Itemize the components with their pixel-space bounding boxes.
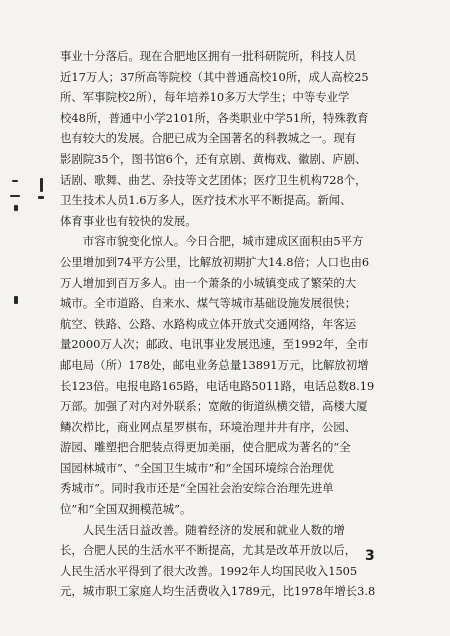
paragraph-living-standards (60, 520, 396, 602)
text-line: 游园、雕塑把合肥装点得更加美丽，使合肥成为著名的“全 (60, 440, 351, 455)
text-line: 话剧、歌舞、曲艺、杂技等文艺团体；医疗卫生机构728个， (60, 172, 367, 187)
text-line: 邮电局（所）178处，邮电业务总量13891万元，比解放初增 (60, 357, 369, 372)
scan-artifact (38, 196, 44, 199)
text-line: 近17万人；37所高等院校（其中普通高校10所，成人高校25 (60, 69, 369, 84)
text-line: 所、军事院校2所），每年培养10多万大学生；中等专业学 (60, 90, 350, 105)
text-line: 公里增加到74平方公里，比解放初期扩大14.8倍；人口也由6 (60, 254, 370, 269)
body-text (60, 46, 396, 602)
text-line: 影剧院35个，图书馆6个，还有京剧、黄梅戏、徽剧、庐剧、 (60, 151, 367, 166)
text-line: 体育事业也有较快的发展。 (60, 213, 197, 228)
paragraph-education (60, 46, 396, 231)
text-line: 事业十分落后。现在合肥地区拥有一批科研院所，科技人员 (60, 49, 357, 63)
text-line: 市容市貌变化惊人。今日合肥，城市建成区面积由5平方 (82, 234, 364, 249)
text-line: 人民生活日益改善。随着经济的发展和就业人数的增 (82, 522, 345, 537)
scan-artifact (14, 296, 18, 304)
text-line: 卫生技术人员1.6万多人，医疗技术水平不断提高。新闻、 (60, 193, 352, 208)
text-line: 航空、铁路、公路、水路构成立体开放式交通网络，年客运 (60, 316, 357, 331)
text-line: 国园林城市”、“全国卫生城市”和“全国环境综合治理优 (60, 460, 334, 475)
text-line: 元，城市职工家庭人均生活费收入1789元，比1978年增长3.8 (60, 584, 376, 599)
text-line: 鳞次栉比，商业网点星罗棋布，环境治理井井有序，公园、 (60, 419, 357, 434)
text-line: 位”和“全国双拥模范城”。 (60, 502, 192, 517)
scan-artifact (12, 180, 18, 182)
text-line: 长，合肥人民的生活水平不断提高，尤其是改革开放以后， (60, 543, 357, 558)
text-line: 长123倍。电报电路165路，电话电路5011路，电话总数8.19 (60, 378, 375, 393)
text-line: 校48所，普通中小学2101所，各类职业中学51所，特殊教育 (60, 110, 369, 125)
text-line: 量2000万人次；邮政、电讯事业发展迅速，至1992年，全市 (60, 337, 369, 352)
scan-artifact (40, 178, 43, 192)
scan-artifact (14, 205, 18, 211)
text-line: 人民生活水平得到了很大改善。1992年人均国民收入1505 (60, 563, 358, 578)
page-number: 3 (365, 548, 375, 564)
text-line: 万部。加强了对内对外联系；宽敞的街道纵横交错，高楼大厦 (60, 399, 368, 414)
scan-artifact (10, 195, 20, 197)
text-line: 秀城市”。同时我市还是“全国社会治安综合治理先进单 (60, 481, 334, 496)
paragraph-city-appearance (60, 231, 396, 519)
text-line: 也有较大的发展。合肥已成为全国著名的科教城之一。现有 (60, 131, 357, 146)
text-line: 城市。全市道路、自来水、煤气等城市基础设施发展很快； (60, 296, 357, 311)
text-line: 万人增加到百万多人。由一个萧条的小城镇变成了繁荣的大 (60, 275, 357, 290)
